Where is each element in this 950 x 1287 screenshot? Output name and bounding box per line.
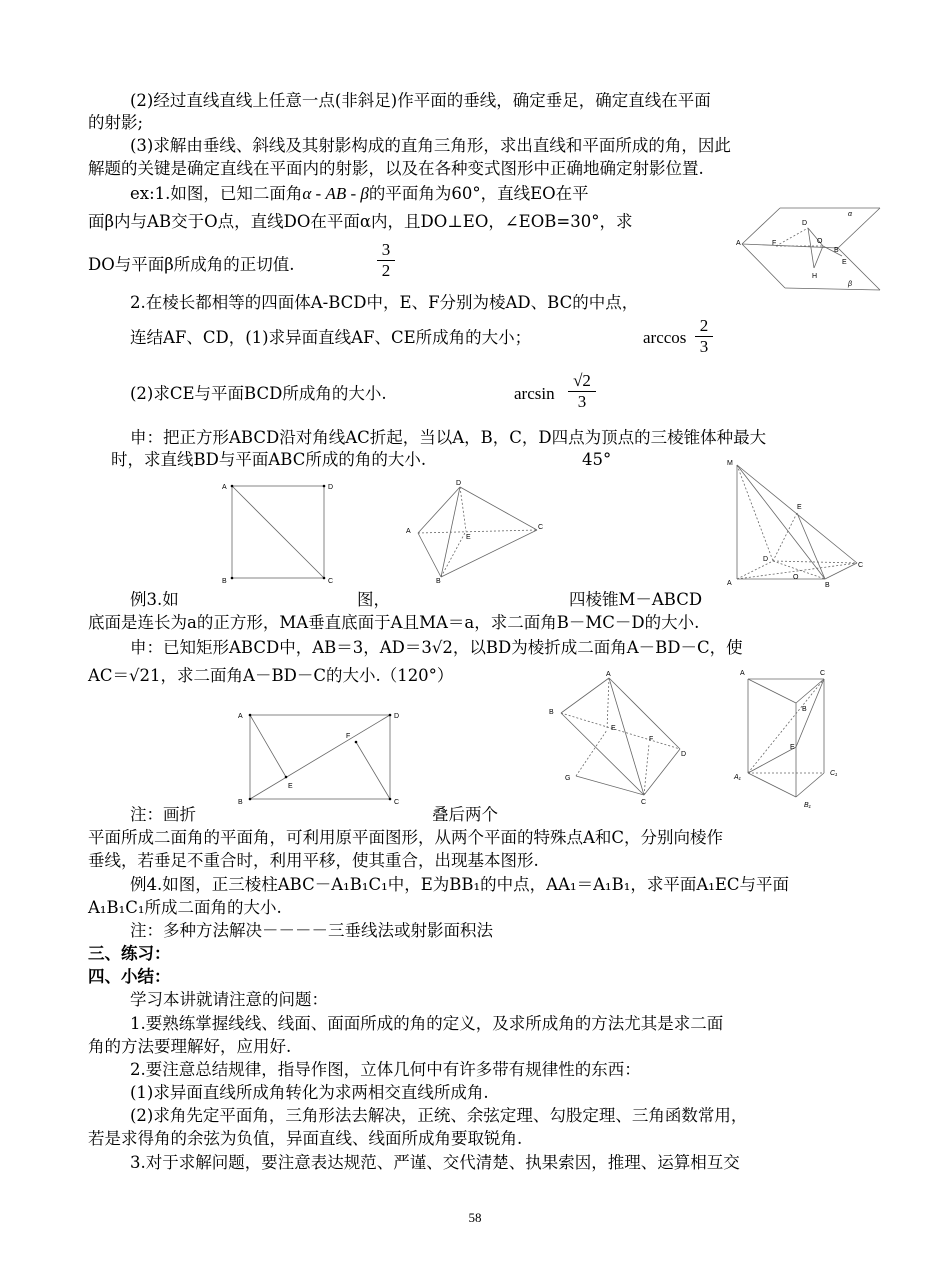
point-label: E [842,259,847,266]
figure-prism [730,665,860,815]
point-label: C₁ [830,770,838,777]
point-label: D [763,556,769,563]
point-label: B [834,247,839,254]
numerator: 2 [699,316,709,335]
answer-fraction-1 [377,240,395,281]
text-line: 面β内与AB交于O点，直线DO在平面α内，且DO⊥EO，∠EOB=30°，求 [88,212,633,231]
point-label: C [641,799,647,806]
figure-square [210,475,345,590]
point-label: B [825,582,830,589]
point-label: B [549,709,554,716]
point-label: A [606,671,611,678]
point-label: D [802,220,808,227]
point-label: F [772,240,777,247]
text-line: 例4.如图，正三棱柱ABC－A₁B₁C₁中，E为BB₁的中点，AA₁＝A₁B₁，求平面A₁EC与平面 [130,875,790,894]
denominator: 3 [695,336,713,357]
text-line: (2)求角先定平面角，三角形法去解决，正统、余弦定理、勾股定理、三角函数常用， [130,1106,748,1125]
point-label: D [328,484,334,491]
text-line: (1)求异面直线所成角转化为求两相交直线所成角. [130,1083,489,1102]
point-label: H [812,273,818,280]
figure-folded [545,668,705,808]
point-label: C [820,670,826,677]
point-label: A [222,484,227,491]
figure-rectangle [228,702,413,807]
point-label: D [394,713,400,720]
point-label: O [793,574,799,581]
point-label: A [727,580,732,587]
point-label: A₁ [734,774,741,781]
text-line: 底面是连长为a的正方形，MA垂直底面于A且MA＝a，求二面角B－MC－D的大小. [88,613,700,632]
point-label: D [456,480,462,487]
figure-tetrahedron [400,475,560,587]
point-label: C [328,578,334,585]
beta-label: β [848,281,852,288]
text-line: 垂线，若垂足不重合时，利用平移，使其重合，出现基本图形. [88,851,539,870]
point-label: A [238,713,243,720]
text-line: 学习本讲就请注意的问题： [130,990,328,1009]
point-label: C [538,524,544,531]
point-label: O [817,238,823,245]
text-line: 时，求直线BD与平面ABC所成的角的大小. [111,450,427,469]
text-line: 角的方法要理解好，应用好. [88,1037,292,1056]
denominator: 2 [377,260,395,281]
point-label: D [681,751,687,758]
text-line: 若是求得角的余弦为负值，异面直线、线面所成角要取锐角. [88,1129,523,1148]
text-line: 解题的关键是确定直线在平面内的射影，以及在各种变式图形中正确地确定射影位置. [88,159,704,178]
page-number: 58 [468,1210,482,1225]
text-line: 1.要熟练掌握线线、线面、面面所成的角的定义，及求所成角的方法尤其是求二面 [130,1014,724,1033]
numerator: 3 [381,240,391,259]
answer-fraction-3 [568,371,596,412]
point-label: A [740,670,745,677]
text-span: ex:1.如图，已知二面角 [130,184,303,203]
answer-fn: arcsin [514,384,555,403]
text-line: (2)求CE与平面BCD所成角的大小. [130,384,387,403]
point-label: E [466,534,471,541]
point-label: B [238,799,243,806]
text-line: 注：多种方法解决－－－－三垂线法或射影面积法 [130,921,493,940]
text-line: 的射影; [88,113,144,132]
text-line: 3.对于求解问题，要注意表达规范、严谨、交代清楚、执果索因，推理、运算相互交 [130,1153,740,1172]
point-label: E [611,725,616,732]
point-label: B [436,578,441,585]
point-label: F [649,736,654,743]
point-label: M [727,460,733,467]
answer-fn: arccos [643,328,687,347]
text-line: 申：已知矩形ABCD中，AB＝3，AD＝3√2，以BD为棱折成二面角A－BD－C，使 [130,638,743,657]
text-line: 四棱锥M－ABCD [569,590,703,609]
figure-pyramid [725,455,870,590]
figure-dihedral [730,200,890,298]
point-label: B₁ [804,802,811,809]
point-label: A [736,240,741,247]
example-1-line [130,183,589,205]
point-label: G [565,775,571,782]
point-label: E [797,504,802,511]
point-label: C [858,562,864,569]
section-heading: 三、练习： [88,944,171,963]
dihedral-symbol: α - AB - β [302,184,369,203]
text-line: 例3.如 [130,590,179,609]
answer-text: 45° [582,450,612,469]
text-line: 叠后两个 [432,805,498,824]
text-line: (2)经过直线直线上任意一点(非斜足)作平面的垂线，确定垂足，确定直线在平面 [130,91,711,110]
section-heading: 四、小结： [88,967,171,986]
alpha-label: α [848,211,852,218]
text-line: 申：把正方形ABCD沿对角线AC折起，当以A，B，C，D四点为顶点的三棱锥体种最大 [130,428,767,447]
point-label: C [394,799,400,806]
numerator: √2 [573,371,591,390]
text-line: 图， [357,590,390,609]
denominator: 3 [568,391,596,412]
text-line: 2.在棱长都相等的四面体A-BCD中，E、F分别为棱AD、BC的中点， [130,293,639,312]
text-line: 注：画折 [130,805,196,824]
point-label: B [802,706,807,713]
text-line: A₁B₁C₁所成二面角的大小. [88,898,282,917]
text-line: DO与平面β所成角的正切值. [88,255,295,274]
text-line: 2.要注意总结规律，指导作图，立体几何中有许多带有规律性的东西： [130,1060,641,1079]
text-span: 的平面角为60°，直线EO在平 [368,184,589,203]
text-line: 连结AF、CD，(1)求异面直线AF、CE所成角的大小； [130,328,532,347]
text-line: AC＝√21，求二面角A－BD－C的大小.（120°） [88,666,454,685]
point-label: A [406,528,411,535]
point-label: B [222,578,227,585]
answer-fraction-2 [695,316,713,357]
point-label: E [288,783,293,790]
text-line: (3)求解由垂线、斜线及其射影构成的直角三角形，求出直线和平面所成的角，因此 [130,136,731,155]
point-label: E [790,744,795,751]
point-label: F [346,733,351,740]
text-line: 平面所成二面角的平面角，可利用原平面图形，从两个平面的特殊点A和C，分别向棱作 [88,828,724,847]
